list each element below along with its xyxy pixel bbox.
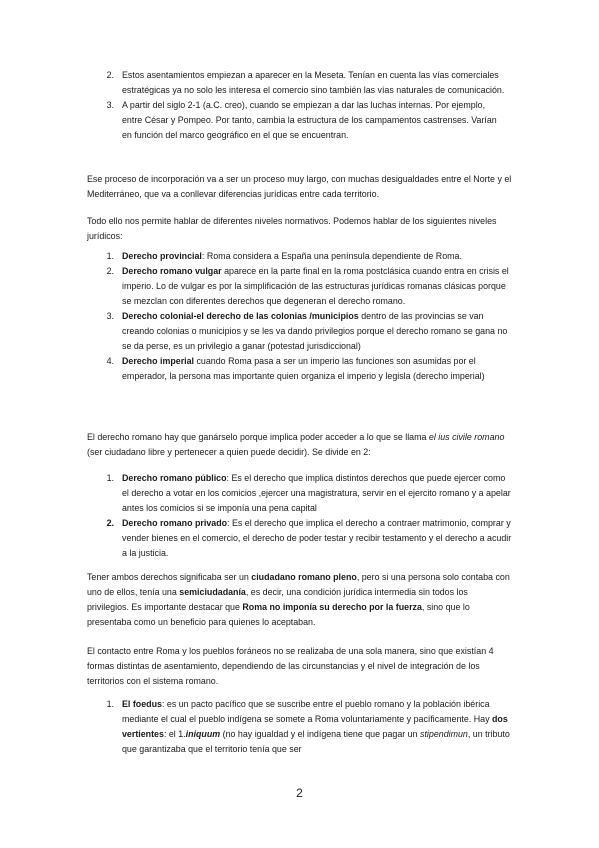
list-item: [87, 354, 512, 384]
text-run: : el 1.: [163, 729, 186, 739]
paragraph: Todo ello nos permite hablar de diferentes niveles normativos. Podemos hablar de los siguientes niveles jurídicos:: [87, 216, 497, 241]
list-number: 3.: [106, 311, 114, 321]
paragraph: [87, 430, 512, 460]
list-number: 1.: [106, 699, 114, 709]
list-item: [87, 68, 507, 98]
term: Derecho romano privado: [122, 518, 228, 528]
list-item-text: A partir del siglo 2-1 (a.C. creo), cuando se empiezan a dar las luchas internas. Por ejemplo, entre César y Pompeo. Por tanto, cambia la estructura de los campamentos castrenses. Varían en función del marco geográfico en el que se encuentran.: [122, 100, 497, 140]
paragraph: [87, 570, 512, 630]
list-item-text: Estos asentamientos empiezan a aparecer en la Meseta. Tenían en cuenta las vías comerciales estratégicas ya no solo les interesa el comercio sino también las vías naturales de comunicación.: [122, 70, 505, 95]
list-item-text: : Es el derecho que implica distintos derechos que puede ejercer como el derecho a votar en los comicios ,ejercer una magistratura, servir en el ejercito romano y a apelar antes los comicios si se imponía una pena capital: [122, 473, 511, 513]
paragraph: Ese proceso de incorporación va a ser un proceso muy largo, con muchas desigualdades entre el Norte y el Mediterráneo, que va a conllevar diferencias jurídicas entre cada territorio.: [87, 174, 512, 199]
list-settlement-forms: [87, 697, 512, 757]
italic-term: el ius civile romano: [428, 432, 505, 442]
italic-term: stipendimun: [420, 729, 468, 739]
page-number: 2: [296, 786, 303, 800]
text-run: , pero si una persona solo contaba con uno de ellos, tenía una: [87, 572, 510, 597]
term: Derecho romano público: [122, 473, 227, 483]
bold-term: ciudadano romano pleno: [251, 572, 357, 582]
list-number: 2.: [106, 518, 114, 528]
list-number: 4.: [106, 356, 114, 366]
term: Derecho imperial: [122, 356, 195, 366]
list-item: [87, 264, 512, 309]
bold-term: Roma no imponía su derecho por la fuerza: [242, 602, 422, 612]
list-item: [87, 516, 512, 561]
text-run: , sino que lo presentaba como un beneficio para quienes lo aceptaban.: [87, 602, 470, 627]
list-number: 3.: [106, 100, 114, 110]
list-number: 2.: [106, 70, 114, 80]
text-run: Tener ambos derechos significaba ser un: [87, 572, 252, 582]
text-run: El derecho romano hay que ganárselo porque implica poder acceder a lo que se llama: [87, 432, 429, 442]
term: Derecho provincial: [122, 251, 202, 261]
paragraph: El contacto entre Roma y los pueblos foráneos no se realizaba de una sola manera, sino que existían 4 formas distintas de asentamiento, dependiendo de las circunstancias y el nivel de integración de los territorios con el sistema romano.: [87, 646, 494, 686]
list-item: [87, 471, 512, 516]
term: El foedus: [122, 699, 162, 709]
bold-italic-term: iniquum: [185, 729, 221, 739]
list-number: 1.: [106, 251, 114, 261]
text-run: , es decir, una condición jurídica intermedia sin todos los privilegios. Es importante destacar que: [87, 587, 468, 612]
list-item-text: : Es el derecho que implica el derecho a contraer matrimonio, comprar y vender bienes en el comercio, el derecho de poder testar y recibir testamento y el derecho a acudir a la justicia.: [122, 518, 512, 558]
list-settlements: [87, 68, 507, 143]
list-number: 1.: [106, 473, 114, 483]
text-run: : es un pacto pacífico que se suscribe entre el pueblo romano y la población ibérica mediante el cual el pueblo indígena se somete a Roma voluntariamente y pacíficamente. Hay: [122, 699, 493, 724]
text-run: (no hay igualdad y el indígena tiene que pagar un: [220, 729, 421, 739]
term: Derecho colonial-el derecho de las colonias /municipios: [122, 311, 359, 321]
list-item-text: aparece en la parte final en la roma postclásica cuando entra en crisis el imperio. Lo de vulgar es por la simplificación de las estructuras jurídicas romanas clásicas porque se mezclan con diferentes derechos que degeneran el derecho romano.: [122, 266, 509, 306]
list-item: [87, 697, 512, 757]
list-item-text: cuando Roma pasa a ser un imperio las funciones son asumidas por el emperador, la persona mas importante quien organiza el imperio y legisla (derecho imperial): [122, 356, 485, 381]
term: dos vertientes: [122, 714, 508, 739]
list-legal-levels: [87, 249, 512, 384]
list-item-text: : Roma considera a España una península dependiente de Roma.: [201, 251, 462, 261]
list-item-text: dentro de las provincias se van creando colonias o municipios y se les va dando privilegios porque el derecho romano se gana no se da perse, es un privilegio a ganar (potestad jurisdiccional): [122, 311, 508, 351]
list-item: [87, 309, 512, 354]
term: Derecho romano vulgar: [122, 266, 222, 276]
list-rights: [87, 471, 512, 561]
text-run: (ser ciudadano libre y pertenecer a quien puede decidir). Se divide en 2:: [87, 447, 371, 457]
list-item: [87, 249, 512, 264]
text-run: , un tributo que garantizaba que el territorio tenía que ser: [122, 729, 510, 754]
bold-term: semiciudadanía: [179, 587, 246, 597]
list-item: [87, 98, 507, 143]
list-number: 2.: [106, 266, 114, 276]
